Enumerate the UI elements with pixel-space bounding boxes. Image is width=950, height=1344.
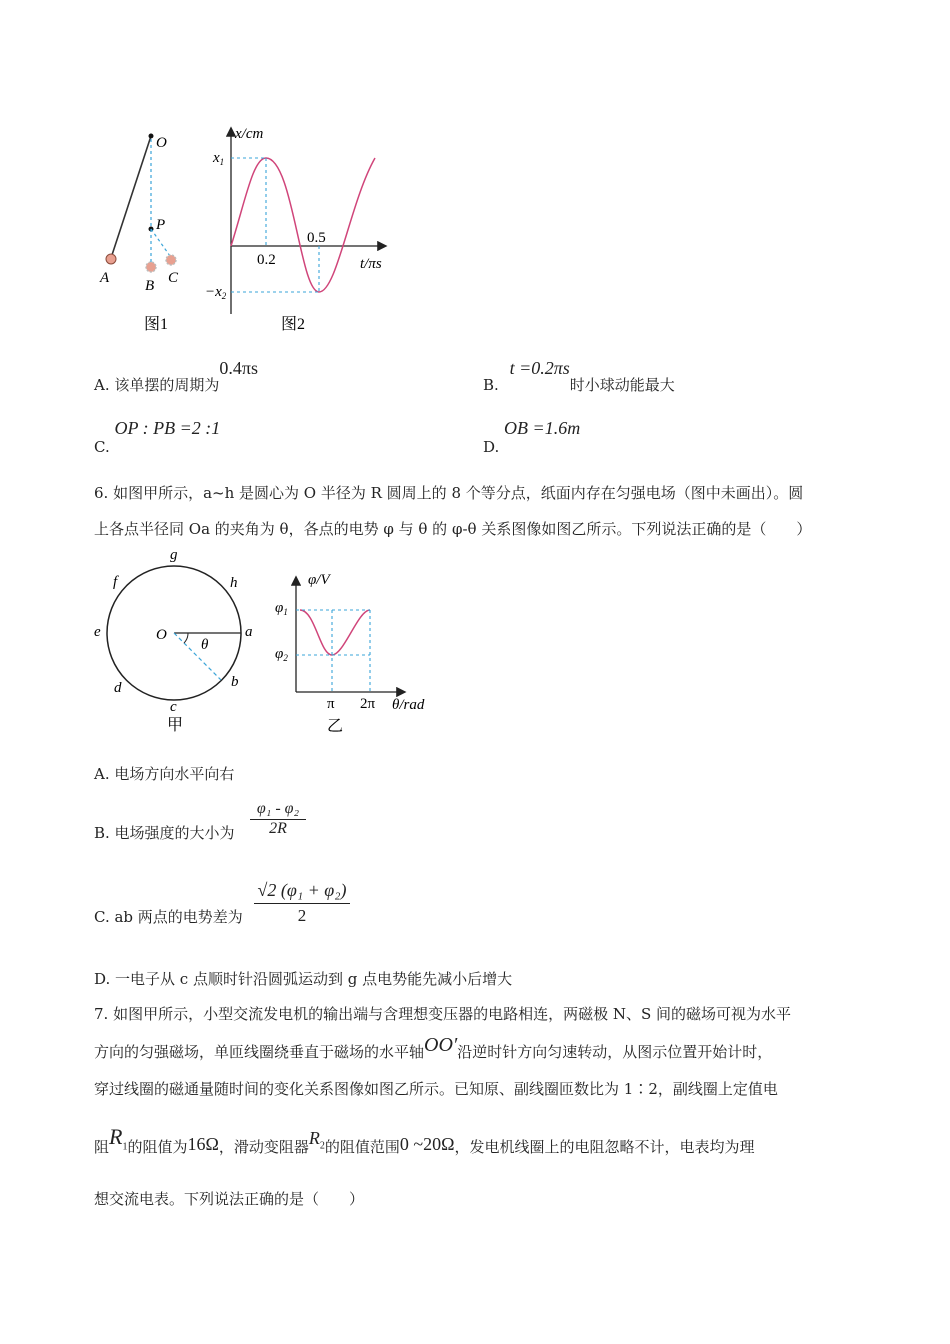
q7-line-2-a: 方向的匀强磁场，单匝线圈绕垂直于磁场的水平轴	[94, 1043, 425, 1061]
q6-option-A: A. 电场方向水平向右	[94, 765, 235, 783]
pivot-O	[149, 134, 154, 139]
label-d: d	[114, 680, 122, 696]
fig-jia-caption: 甲	[167, 717, 184, 734]
ball-B	[146, 262, 156, 272]
q5-option-B-math: t =0.2πs	[509, 358, 570, 378]
fraction-denominator: 2	[297, 906, 307, 925]
label-f: f	[113, 574, 118, 590]
R1-value: 16Ω	[187, 1134, 219, 1154]
label-P: P	[156, 217, 166, 233]
q5-option-B-text: 时小球动能最大	[569, 376, 675, 394]
q6-option-B-fraction	[250, 800, 306, 838]
x-axis-label: t/πs	[360, 256, 382, 272]
q7-line-2-b: 沿逆时针方向匀速转动，从图示位置开始计时，	[457, 1043, 773, 1061]
q5-option-B	[483, 358, 675, 394]
phi2-label: $\varphi_2$	[275, 646, 288, 663]
label-O: O	[156, 135, 167, 151]
tick-pi: π	[327, 696, 335, 712]
q7-line-2	[94, 1034, 773, 1061]
q6-figure-yi	[270, 570, 440, 740]
q7-line-4	[94, 1124, 755, 1156]
label-O: O	[156, 627, 167, 643]
R2-range: 0 ~20Ω	[399, 1134, 455, 1154]
q5-option-B-prefix: B.	[483, 376, 499, 394]
label-B: B	[145, 278, 155, 294]
ball-A	[106, 254, 116, 264]
q5-option-A-math: 0.4πs	[219, 358, 258, 378]
neg-x2-label: $-x_2$	[205, 284, 227, 301]
label-e: e	[94, 624, 101, 640]
pendulum-string-OA	[111, 136, 151, 258]
cosine-curve	[300, 610, 370, 655]
q6-option-B-text: B. 电场强度的大小为	[94, 824, 235, 842]
q5-figure-1	[95, 125, 205, 340]
q5-option-D-math: OB =1.6m	[504, 418, 581, 438]
R2-symbol: $R_2$	[308, 1128, 325, 1152]
fraction-numerator: √2 (φ₁ + φ₂)	[254, 880, 350, 904]
q7-line-4-c: ，滑动变阻器	[218, 1138, 309, 1156]
label-h: h	[230, 575, 238, 591]
q5-option-D-prefix: D.	[483, 438, 500, 456]
q7-line-4-d: 的阻值范围	[324, 1138, 400, 1156]
fig2-caption: 图2	[281, 316, 306, 333]
q5-figure-2	[205, 122, 395, 340]
label-b: b	[231, 674, 239, 690]
yi-y-axis-label: φ/V	[308, 572, 330, 588]
q7-line-3: 穿过线圈的磁通量随时间的变化关系图像如图乙所示。已知原、副线圈匝数比为 1∶2，副线圈上定值电	[94, 1080, 778, 1098]
q7-line-1: 7. 如图甲所示，小型交流发电机的输出端与含理想变压器的电路相连，两磁极 N、S 间的磁场可视为水平	[94, 1005, 792, 1023]
q6-option-C-text: C. ab 两点的电势差为	[94, 908, 243, 926]
theta-arc	[184, 633, 188, 643]
q5-option-D	[483, 418, 581, 456]
q6-stem-line-2: 上各点半径同 Oa 的夹角为 θ，各点的电势 φ 与 θ 的 φ-θ 关系图像如图乙所示。下列说法正确的是（ ）	[94, 520, 812, 538]
q6-option-D: D. 一电子从 c 点顺时针沿圆弧运动到 g 点电势能先减小后增大	[94, 970, 513, 988]
ball-C	[166, 255, 176, 265]
phi1-label: $\varphi_1$	[275, 600, 288, 617]
label-c: c	[170, 699, 177, 715]
yi-x-axis-label: θ/rad	[392, 697, 425, 713]
fig1-caption: 图1	[144, 316, 169, 333]
q5-option-A-text: A. 该单摆的周期为	[94, 376, 220, 394]
q7-line-4-b: 的阻值为	[127, 1138, 188, 1156]
label-C: C	[168, 270, 179, 286]
x1-label: $x_1$	[213, 150, 225, 167]
q5-option-C-prefix: C.	[94, 438, 110, 456]
label-theta: θ	[201, 637, 209, 653]
q7-line-2-math: OO′	[424, 1034, 458, 1056]
q5-option-C-math: OP : PB =2 :1	[114, 418, 221, 438]
tick-0.5: 0.5	[307, 230, 326, 246]
fraction-denominator: 2R	[269, 820, 287, 837]
label-A: A	[100, 270, 110, 286]
sine-curve	[231, 158, 375, 292]
q5-option-A	[94, 358, 258, 394]
dashed-PC	[151, 229, 170, 256]
q6-stem-line-1: 6. 如图甲所示，a~h 是圆心为 O 半径为 R 圆周上的 8 个等分点，纸面内存在匀强电场（图中未画出）。圆	[94, 484, 804, 502]
tick-0.2: 0.2	[257, 252, 276, 268]
tick-2pi: 2π	[360, 696, 376, 712]
q6-figure-jia	[90, 542, 270, 740]
q7-line-5: 想交流电表。下列说法正确的是（ ）	[94, 1190, 365, 1208]
label-g: g	[170, 547, 178, 563]
q5-option-C	[94, 418, 221, 456]
fig-yi-caption: 乙	[327, 718, 344, 735]
radius-Ob-dashed	[174, 633, 221, 680]
q7-line-4-e: ，发电机线圈上的电阻忽略不计，电表均为理	[454, 1138, 755, 1156]
label-a: a	[245, 624, 253, 640]
q7-line-4-a: 阻	[94, 1138, 110, 1156]
y-axis-label: x/cm	[235, 126, 264, 142]
fraction-numerator: φ₁ - φ₂	[250, 800, 306, 820]
R1-symbol: $R_1$	[109, 1124, 128, 1153]
q6-option-C-fraction	[254, 880, 350, 926]
